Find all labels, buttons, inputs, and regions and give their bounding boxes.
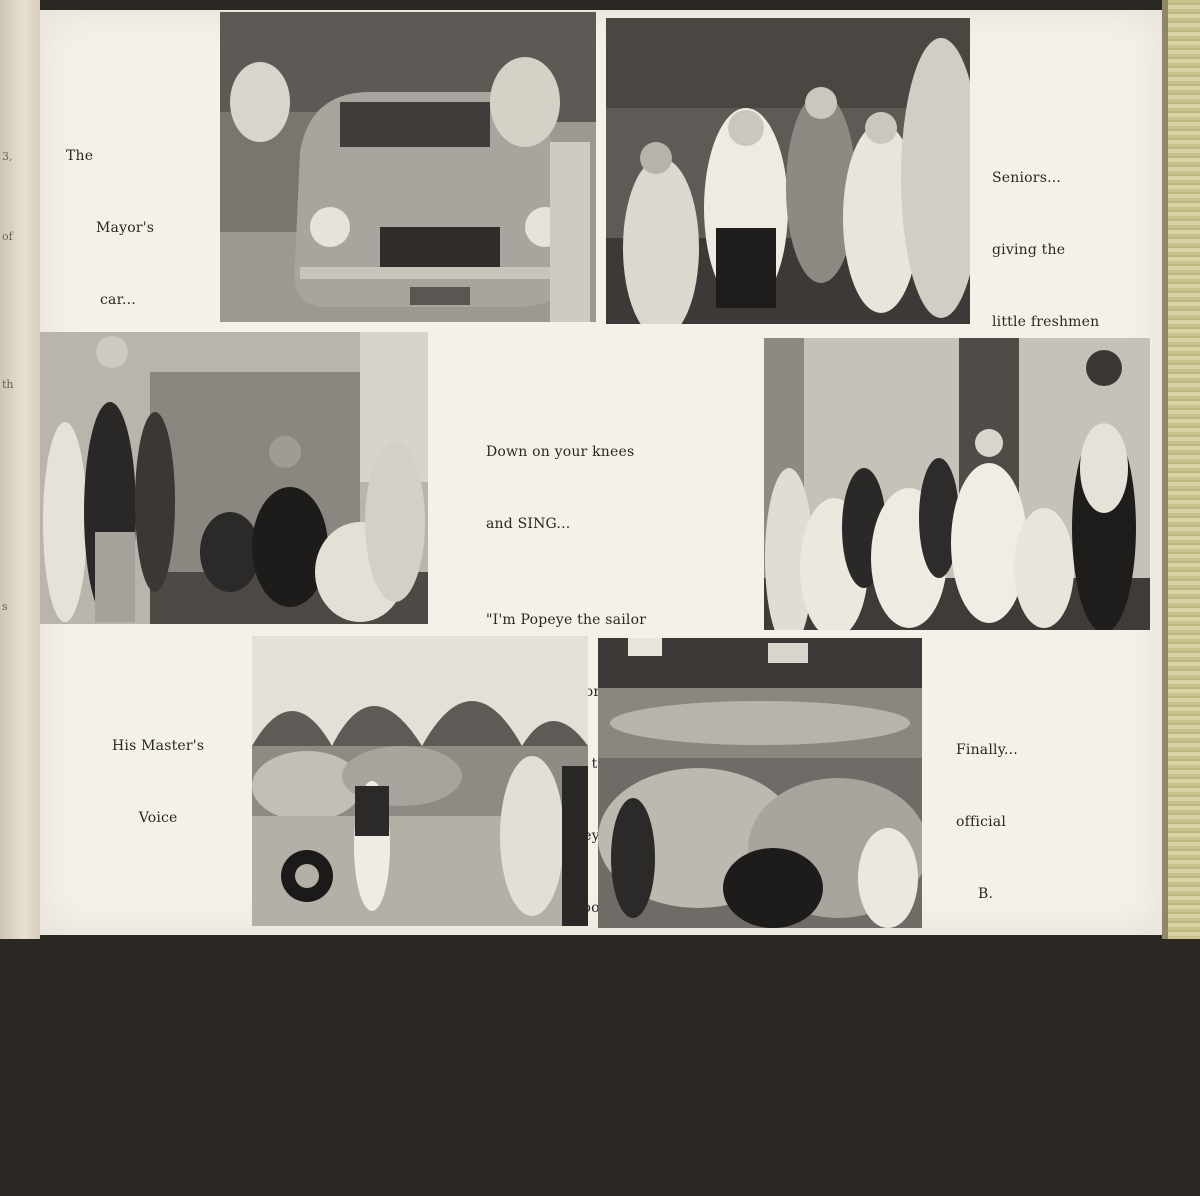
caption-line: ROLL IT...	[112, 934, 186, 950]
caption-line: Mayor's	[96, 220, 155, 236]
edge-mark: of	[2, 230, 13, 243]
caption-line: His Master's	[112, 738, 205, 754]
kneeling-hallway-photo	[40, 332, 428, 624]
caption-line: little freshmen	[992, 314, 1100, 330]
caption-line: official	[956, 814, 1007, 830]
caption-line: Voice	[138, 810, 178, 826]
caption-line: giving the	[992, 242, 1066, 258]
caption-line: MEMBERS	[956, 1152, 1037, 1168]
caption-line: Finally...	[956, 742, 1018, 758]
roll-tire-photo	[252, 636, 588, 926]
edge-mark: s	[2, 600, 8, 613]
caption-members	[956, 690, 1037, 1196]
caption-line: Down on your knees	[486, 444, 635, 460]
sailor-freshmen-photo	[764, 338, 1150, 630]
book-binding	[1162, 0, 1200, 939]
caption-line: Seniors...	[992, 170, 1062, 186]
caption-line: and SING...	[486, 516, 571, 532]
caption-line: "I'm Popeye the sailor	[486, 612, 647, 628]
caption-masters-voice	[112, 686, 204, 978]
caption-line: H.	[992, 958, 1010, 974]
edge-mark: 3,	[2, 150, 13, 163]
caption-line: car...	[100, 292, 136, 308]
edge-mark: th	[2, 378, 14, 391]
caption-line: The	[66, 148, 94, 164]
seniors-freshmen-photo	[606, 18, 970, 324]
facing-page-edge	[0, 0, 40, 939]
gym-assembly-photo	[598, 638, 922, 928]
caption-line: B.	[978, 886, 994, 902]
car-wash-photo	[220, 12, 596, 322]
caption-line: S.	[1006, 1030, 1020, 1046]
